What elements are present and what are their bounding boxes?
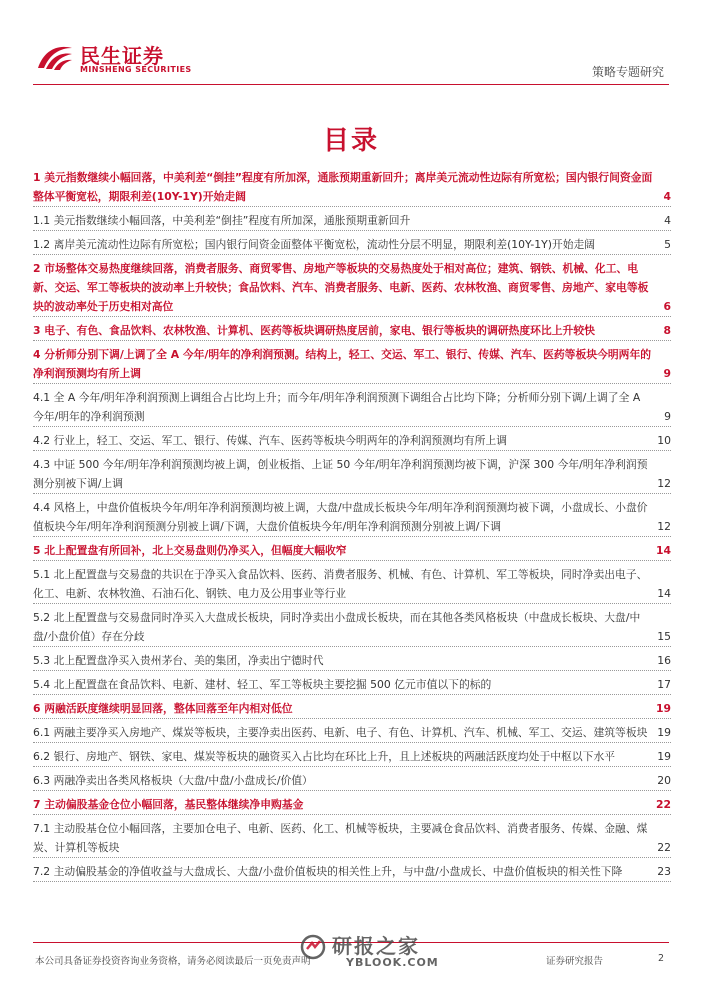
toc-entry-title: 5 北上配置盘有所回补，北上交易盘则仍净买入，但幅度大幅收窄 bbox=[33, 544, 347, 557]
toc-section-link[interactable] bbox=[33, 795, 671, 815]
watermark-text-cn: 研报之家 bbox=[332, 934, 420, 958]
watermark-logo-icon bbox=[300, 934, 326, 960]
toc-section-link[interactable] bbox=[33, 168, 671, 207]
toc-entry-page: 14 bbox=[657, 587, 671, 600]
toc-entry-title: 5.2 北上配置盘与交易盘同时净买入大盘成长板块，同时净卖出小盘成长板块，而在其他各类风格板块（中盘成长板块、大盘/中盘/小盘价值）存在分歧 bbox=[33, 611, 641, 643]
toc-entry-page: 9 bbox=[663, 367, 671, 380]
toc-entry-page: 14 bbox=[655, 544, 671, 557]
toc-subsection-link[interactable] bbox=[33, 608, 671, 647]
toc-subsection-link[interactable] bbox=[33, 211, 671, 231]
toc-section-link[interactable] bbox=[33, 541, 671, 561]
toc-entry-page: 6 bbox=[663, 300, 671, 313]
watermark-text-en: YBLOOK.COM bbox=[346, 956, 439, 969]
toc-entry-page: 12 bbox=[657, 520, 671, 533]
toc-entry-title: 4 分析师分别下调/上调了全 A 今年/明年的净利润预测。结构上，轻工、交运、军工、银行、传媒、汽车、医药等板块今明两年的净利润预测均有所上调 bbox=[33, 348, 652, 380]
toc-entry-page: 5 bbox=[664, 238, 671, 251]
toc-entry-title: 1.1 美元指数继续小幅回落，中美利差“倒挂”程度有所加深，通胀预期重新回升 bbox=[33, 214, 411, 227]
toc-entry-page: 15 bbox=[657, 630, 671, 643]
footer-report-type: 证券研究报告 bbox=[546, 956, 604, 967]
minsheng-logo-icon bbox=[34, 42, 74, 72]
toc-entry-title: 6.2 银行、房地产、钢铁、家电、煤炭等板块的融资买入占比均在环比上升，且上述板块的两融活跃度均处于中枢以下水平 bbox=[33, 750, 616, 763]
toc-entry-title: 5.4 北上配置盘在食品饮料、电新、建材、轻工、军工等板块主要挖掘 500 亿元市值以下的标的 bbox=[33, 678, 492, 691]
toc-subsection-link[interactable] bbox=[33, 747, 671, 767]
toc-section-link[interactable] bbox=[33, 321, 671, 341]
toc-entry-page: 19 bbox=[657, 726, 671, 739]
toc-entry-title: 3 电子、有色、食品饮料、农林牧渔、计算机、医药等板块调研热度居前，家电、银行等板块的调研热度环比上升较快 bbox=[33, 324, 595, 337]
toc-subsection-link[interactable] bbox=[33, 235, 671, 255]
toc-entry-title: 5.3 北上配置盘净买入贵州茅台、美的集团，净卖出宁德时代 bbox=[33, 654, 324, 667]
toc-section-link[interactable] bbox=[33, 259, 671, 317]
toc-entry-page: 19 bbox=[655, 702, 671, 715]
toc-subsection-link[interactable] bbox=[33, 675, 671, 695]
toc-entry-title: 6 两融活跃度继续明显回落，整体回落至年内相对低位 bbox=[33, 702, 293, 715]
toc-subsection-link[interactable] bbox=[33, 771, 671, 791]
toc-subsection-link[interactable] bbox=[33, 388, 671, 427]
document-type: 策略专题研究 bbox=[591, 65, 664, 79]
toc-subsection-link[interactable] bbox=[33, 431, 671, 451]
page-header bbox=[0, 0, 702, 88]
toc-subsection-link[interactable] bbox=[33, 565, 671, 604]
toc-subsection-link[interactable] bbox=[33, 723, 671, 743]
page-title: 目录 bbox=[322, 126, 379, 156]
toc-entry-title: 6.1 两融主要净买入房地产、煤炭等板块，主要净卖出医药、电新、电子、有色、计算机、汽车、机械、军工、交运、建筑等板块 bbox=[33, 726, 648, 739]
toc-entry-page: 4 bbox=[664, 214, 671, 227]
toc-entry-title: 6.3 两融净卖出各类风格板块（大盘/中盘/小盘成长/价值） bbox=[33, 774, 313, 787]
toc-entry-title: 7.1 主动股基仓位小幅回落，主要加仓电子、电新、医药、化工、机械等板块，主要减仓食品饮料、消费者服务、传媒、金融、煤炭、计算机等板块 bbox=[33, 822, 648, 854]
header-divider bbox=[33, 84, 669, 85]
toc-section-link[interactable] bbox=[33, 345, 671, 384]
toc-subsection-link[interactable] bbox=[33, 651, 671, 671]
toc-entry-page: 23 bbox=[657, 865, 671, 878]
toc-entry-page: 4 bbox=[663, 190, 671, 203]
watermark bbox=[300, 930, 460, 970]
toc-subsection-link[interactable] bbox=[33, 455, 671, 494]
toc-entry-title: 4.2 行业上，轻工、交运、军工、银行、传媒、汽车、医药等板块今明两年的净利润预测均有所上调 bbox=[33, 434, 508, 447]
footer-page-number: 2 bbox=[658, 953, 665, 964]
toc-entry-title: 1.2 离岸美元流动性边际有所宽松；国内银行间资金面整体平衡宽松，流动性分层不明显，期限利差(10Y-1Y)开始走阔 bbox=[33, 238, 596, 251]
brand-name-cn: 民生证券 bbox=[80, 44, 164, 68]
toc-entry-page: 17 bbox=[657, 678, 671, 691]
toc-subsection-link[interactable] bbox=[33, 819, 671, 858]
footer-disclaimer: 本公司具备证券投资咨询业务资格，请务必阅读最后一页免责声明 bbox=[35, 956, 311, 967]
toc-entry-page: 22 bbox=[655, 798, 671, 811]
toc-entry-title: 7.2 主动偏股基金的净值收益与大盘成长、大盘/小盘价值板块的相关性上升，与中盘/小盘成长、中盘价值板块的相关性下降 bbox=[33, 865, 623, 878]
toc-entry-title: 4.1 全 A 今年/明年净利润预测上调组合占比均上升；而今年/明年净利润预测下调组合占比均下降；分析师分别下调/上调了全 A 今年/明年的净利润预测 bbox=[33, 391, 641, 423]
toc-entry-title: 4.4 风格上，中盘价值板块今年/明年净利润预测均被上调，大盘/中盘成长板块今年/明年净利润预测均被下调，小盘成长、小盘价值板块今年/明年净利润预测分别被上调/下调，大盘价值板块今年/明年净利润预测分别被上调/下调 bbox=[33, 501, 648, 533]
toc-entry-page: 8 bbox=[663, 324, 671, 337]
toc-entry-title: 2 市场整体交易热度继续回落，消费者服务、商贸零售、房地产等板块的交易热度处于相对高位；建筑、钢铁、机械、化工、电新、交运、军工等板块的波动率上升较快；食品饮料、汽车、消费者服务、电新、医药、农林牧渔、商贸零售、房地产、家电等板块的波动率处于历史相对高位 bbox=[33, 262, 649, 313]
toc-entry-page: 12 bbox=[657, 477, 671, 490]
toc-entry-page: 10 bbox=[657, 434, 671, 447]
toc-entry-page: 9 bbox=[664, 410, 671, 423]
toc-entry-page: 20 bbox=[657, 774, 671, 787]
toc-entry-page: 19 bbox=[657, 750, 671, 763]
table-of-contents bbox=[33, 168, 671, 886]
toc-entry-title: 5.1 北上配置盘与交易盘的共识在于净买入食品饮料、医药、消费者服务、机械、有色、计算机、军工等板块，同时净卖出电子、化工、电新、农林牧渔、石油石化、钢铁、电力及公用事业等行业 bbox=[33, 568, 648, 600]
toc-subsection-link[interactable] bbox=[33, 862, 671, 882]
brand-name-en: MINSHENG SECURITIES bbox=[80, 65, 192, 74]
toc-entry-title: 4.3 中证 500 今年/明年净利润预测均被上调，创业板指、上证 50 今年/明年净利润预测均被下调，沪深 300 今年/明年净利润预测分别被下调/上调 bbox=[33, 458, 648, 490]
toc-entry-title: 1 美元指数继续小幅回落，中美利差“倒挂”程度有所加深，通胀预期重新回升；离岸美元流动性边际有所宽松；国内银行间资金面整体平衡宽松，期限利差(10Y-1Y)开始走阔 bbox=[33, 171, 653, 203]
toc-entry-title: 7 主动偏股基金仓位小幅回落，基民整体继续净申购基金 bbox=[33, 798, 304, 811]
toc-entry-page: 22 bbox=[657, 841, 671, 854]
toc-section-link[interactable] bbox=[33, 699, 671, 719]
toc-entry-page: 16 bbox=[657, 654, 671, 667]
toc-subsection-link[interactable] bbox=[33, 498, 671, 537]
